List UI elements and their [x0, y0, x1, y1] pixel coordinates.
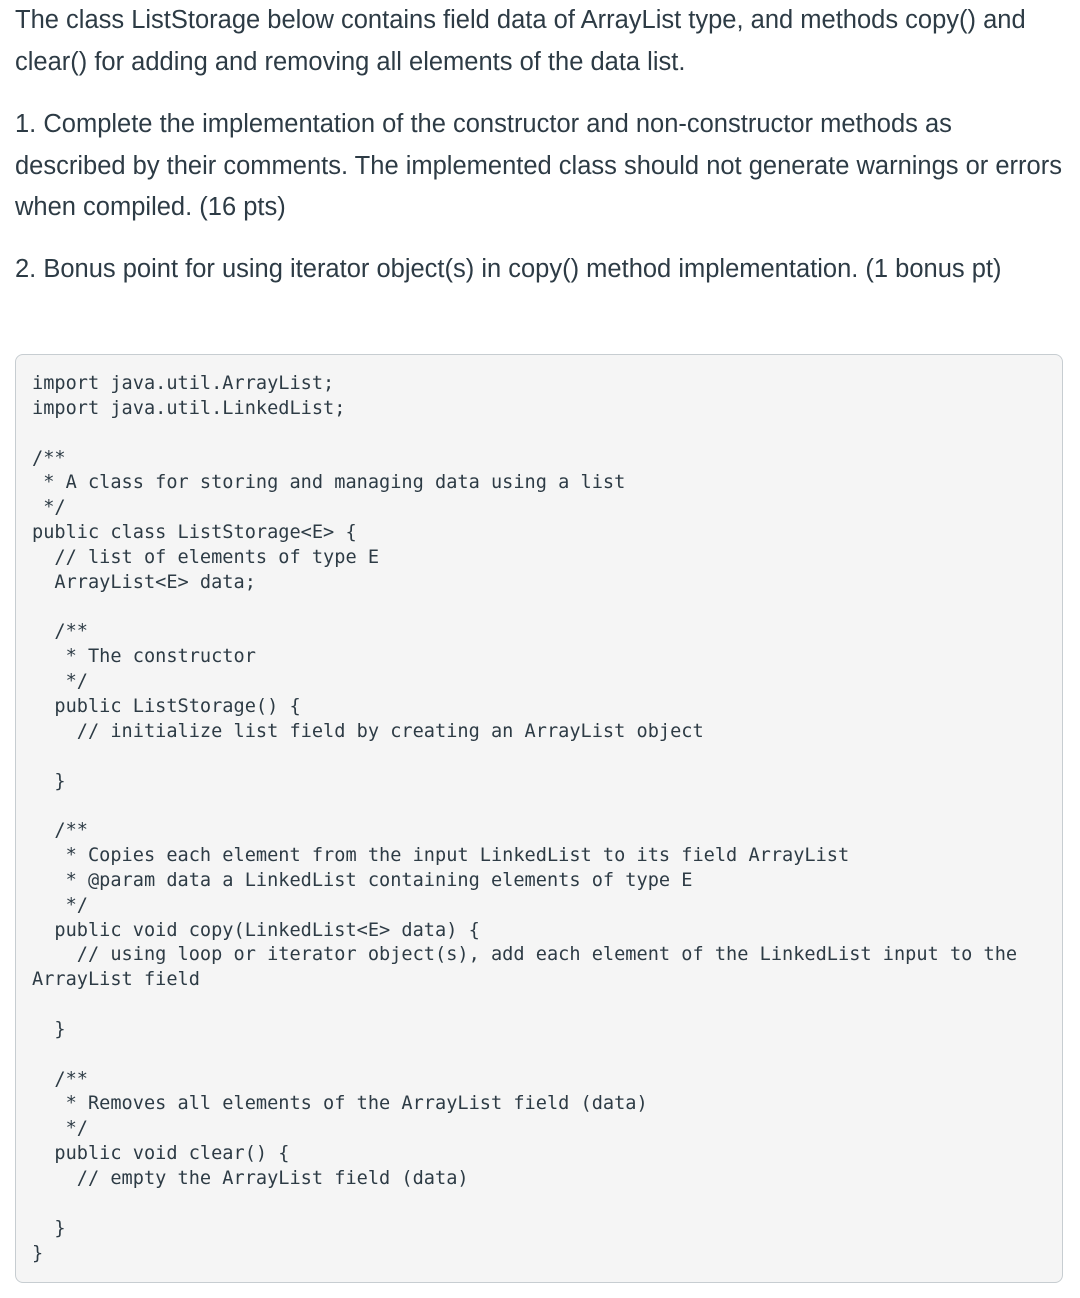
question-part-1: 1. Complete the implementation of the constructor and non-constructor methods as described by their comments. The implemented class should not generate warnings or errors when compiled. (16 pts) [15, 110, 1062, 221]
question-intro: The class ListStorage below contains field data of ArrayList type, and methods copy() and clear() for adding and removing all elements of the data list. [15, 6, 1026, 76]
question-part-2: 2. Bonus point for using iterator object(s) in copy() method implementation. (1 bonus pt) [15, 255, 1002, 283]
code-listing: import java.util.ArrayList; import java.util.LinkedList; /** * A class for storing and managing data using a list */ public class ListStorage<E> { // list of elements of type E ArrayList<E> data; /** * The constructor */ public ListStorage() { // initialize list field by creating an ArrayList object } /** * Copies each element from the input LinkedList to its field ArrayList * @param data a LinkedList containing elements of type E */ public void copy(LinkedList<E> data) { // using loop or iterator object(s), add each element of the LinkedList input to the ArrayList field } /** * Removes all elements of the ArrayList field (data) */ public void clear() { // empty the ArrayList field (data) } } [32, 373, 1018, 1264]
code-block [15, 354, 1063, 1283]
